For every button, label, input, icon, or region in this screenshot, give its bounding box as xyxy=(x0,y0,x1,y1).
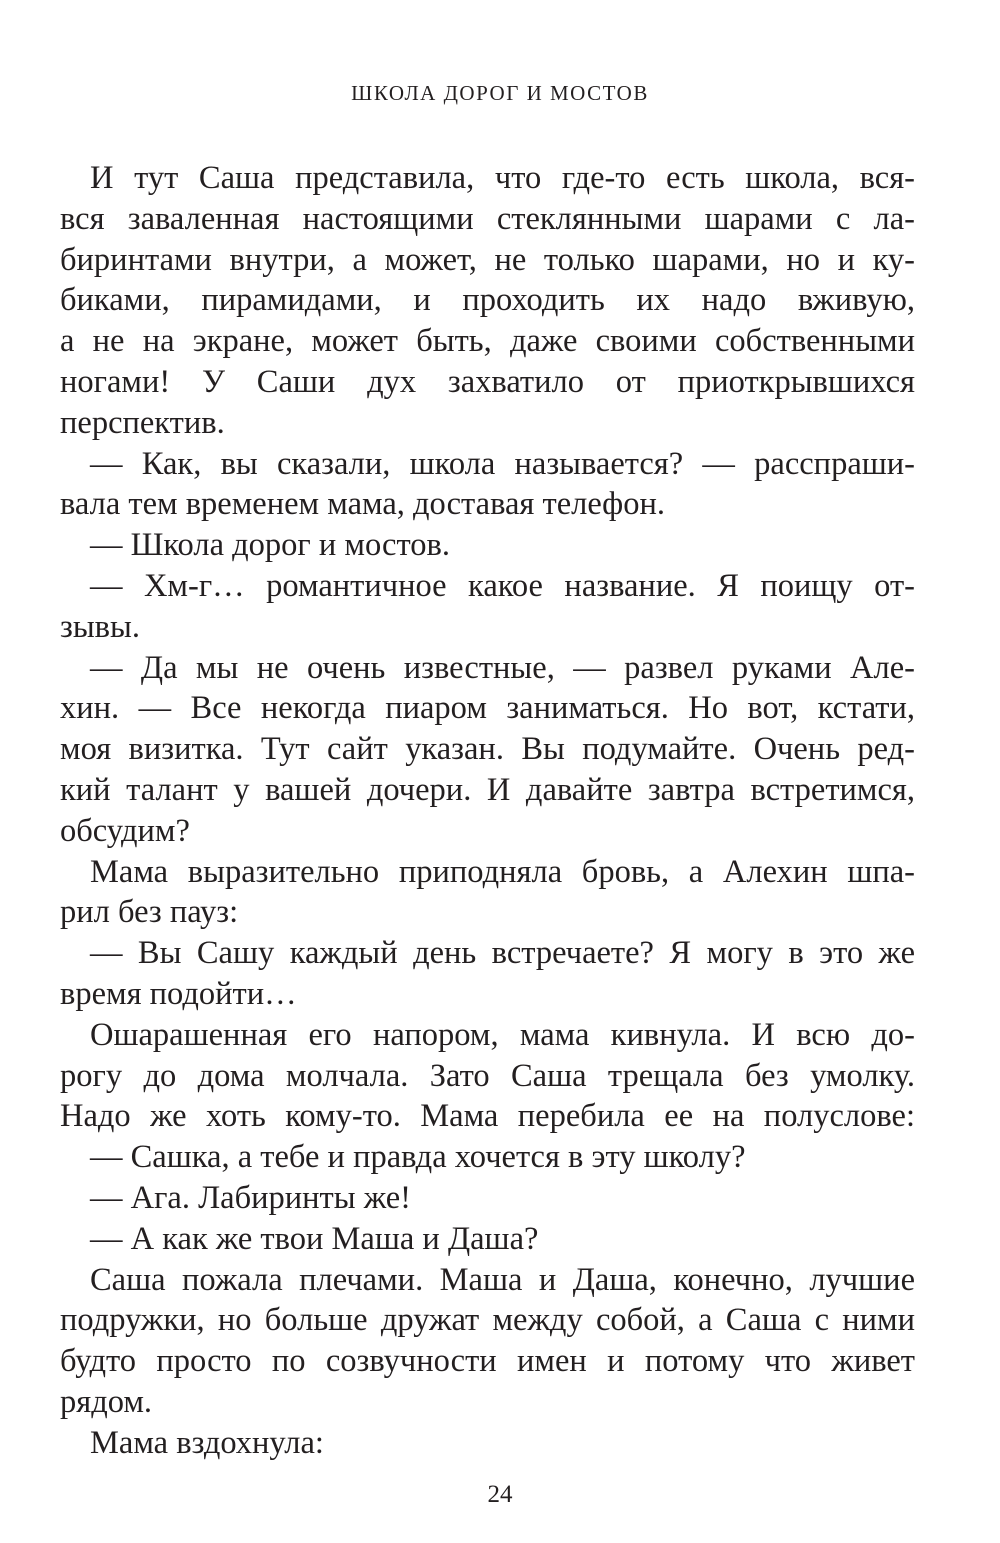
text-line: Мама вздохнула: xyxy=(90,1424,324,1461)
body-text xyxy=(60,158,915,1464)
text-line: Ошарашенная его напором, мама кивнула. И всю до- xyxy=(90,1016,915,1053)
text-line: рил без пауз: xyxy=(60,894,239,931)
text-line: зывы. xyxy=(60,608,140,645)
text-line: Саша пожала плечами. Маша и Даша, конечно, лучшие xyxy=(90,1261,915,1298)
text-line: кий талант у вашей дочери. И давайте завтра встретимся, xyxy=(60,771,915,808)
text-line: вся заваленная настоящими стеклянными шарами с ла- xyxy=(60,200,915,237)
text-line: — Да мы не очень известные, — развел руками Але- xyxy=(90,649,915,686)
text-line: — А как же твои Маша и Даша? xyxy=(90,1220,539,1257)
text-line: будто просто по созвучности имен и потому что живет xyxy=(60,1343,915,1380)
text-line: перспектив. xyxy=(60,404,225,441)
text-line: а не на экране, может быть, даже своими собственными xyxy=(60,323,915,360)
text-line: ногами! У Саши дух захватило от приоткрывшихся xyxy=(60,363,915,400)
text-line: — Сашка, а тебе и правда хочется в эту школу? xyxy=(90,1139,746,1176)
text-line: — Как, вы сказали, школа называется? — расспраши- xyxy=(90,445,915,482)
running-head: ШКОЛА ДОРОГ И МОСТОВ xyxy=(351,81,649,105)
text-line: рогу до дома молчала. Зато Саша трещала без умолку. xyxy=(60,1057,915,1094)
text-line: биками, пирамидами, и проходить их надо вживую, xyxy=(60,282,915,319)
text-line: — Ага. Лабиринты же! xyxy=(90,1179,411,1216)
text-line: — Вы Сашу каждый день встречаете? Я могу в это же xyxy=(90,935,915,972)
text-line: И тут Саша представила, что где-то есть школа, вся- xyxy=(90,160,915,196)
page-number: 24 xyxy=(487,1481,513,1508)
text-line: обсудим? xyxy=(60,812,190,849)
text-line: — Хм-г… романтичное какое название. Я поищу от- xyxy=(90,567,915,604)
text-line: хин. — Все некогда пиаром заниматься. Но вот, кстати, xyxy=(60,690,915,727)
text-line: вала тем временем мама, доставая телефон. xyxy=(60,486,665,523)
text-line: Надо же хоть кому-то. Мама перебила ее на полуслове: xyxy=(60,1098,915,1135)
text-line: рядом. xyxy=(60,1383,153,1420)
text-line: подружки, но больше дружат между собой, а Саша с ними xyxy=(60,1302,915,1339)
text-line: — Школа дорог и мостов. xyxy=(90,527,450,564)
text-line: моя визитка. Тут сайт указан. Вы подумайте. Очень ред- xyxy=(60,731,915,768)
text-line: Мама выразительно приподняла бровь, а Алехин шпа- xyxy=(90,853,915,890)
text-line: биринтами внутри, а может, не только шарами, но и ку- xyxy=(60,241,915,278)
text-line: время подойти… xyxy=(60,975,297,1012)
